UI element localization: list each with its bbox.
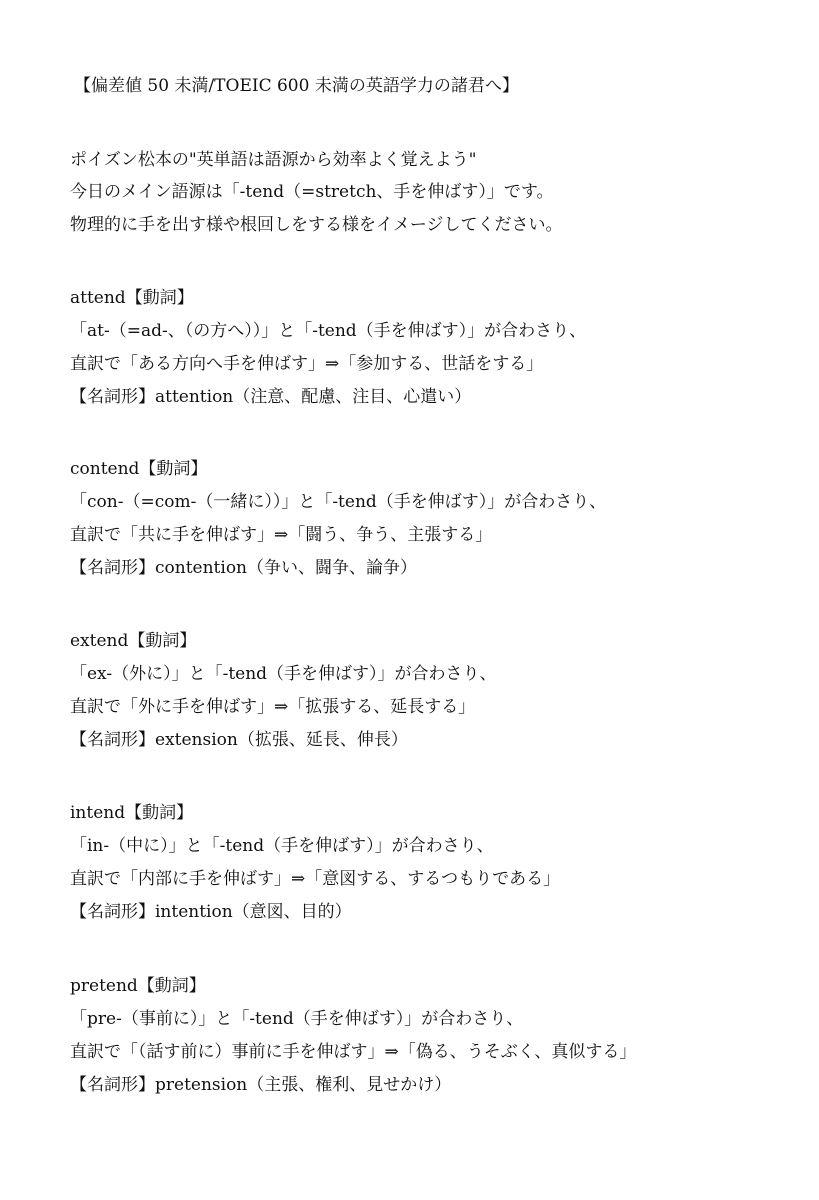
entry-attend-meaning: 直訳で「ある方向へ手を伸ばす」⇒「参加する、世話をする」: [70, 354, 544, 374]
entry-contend-origin: 「con-（=com-（一緒に））」と「-tend（手を伸ばす）」が合わさり、: [70, 492, 607, 512]
entry-attend-word: attend【動詞】: [70, 288, 194, 308]
entry-pretend-origin: 「pre-（事前に）」と「-tend（手を伸ばす）」が合わさり、: [70, 1009, 524, 1029]
entry-attend-noun: 【名詞形】attention（注意、配慮、注目、心遣い）: [70, 387, 472, 407]
document-title: 【偏差値 50 未満/TOEIC 600 未満の英語学力の諸君へ】: [74, 76, 519, 96]
entry-pretend-meaning: 直訳で「（話す前に）事前に手を伸ばす」⇒「偽る、うそぶく、真似する」: [70, 1042, 637, 1062]
entry-extend-word: extend【動詞】: [70, 631, 197, 651]
entry-pretend-noun: 【名詞形】pretension（主張、権利、見せかけ）: [70, 1075, 452, 1095]
intro-line-3: 物理的に手を出す様や根回しをする様をイメージしてください。: [70, 215, 563, 235]
entry-attend-origin: 「at-（=ad-、（の方へ））」と「-tend（手を伸ばす）」が合わさり、: [70, 321, 587, 341]
entry-extend-origin: 「ex-（外に）」と「-tend（手を伸ばす）」が合わさり、: [70, 664, 497, 684]
entry-pretend-word: pretend【動詞】: [70, 976, 206, 996]
entry-intend-noun: 【名詞形】intention（意図、目的）: [70, 902, 352, 922]
intro-line-2: 今日のメイン語源は「-tend（=stretch、手を伸ばす）」です。: [70, 182, 554, 202]
entry-extend-meaning: 直訳で「外に手を伸ばす」⇒「拡張する、延長する」: [70, 697, 476, 717]
entry-intend-word: intend【動詞】: [70, 803, 194, 823]
entry-intend-meaning: 直訳で「内部に手を伸ばす」⇒「意図する、するつもりである」: [70, 869, 561, 889]
entry-contend-word: contend【動詞】: [70, 459, 208, 479]
entry-contend-noun: 【名詞形】contention（争い、闘争、論争）: [70, 558, 417, 578]
entry-contend-meaning: 直訳で「共に手を伸ばす」⇒「闘う、争う、主張する」: [70, 525, 493, 545]
entry-extend-noun: 【名詞形】extension（拡張、延長、伸長）: [70, 730, 408, 750]
entry-intend-origin: 「in-（中に）」と「-tend（手を伸ばす）」が合わさり、: [70, 836, 494, 856]
intro-line-1: ポイズン松本の"英単語は語源から効率よく覚えよう": [70, 150, 477, 170]
